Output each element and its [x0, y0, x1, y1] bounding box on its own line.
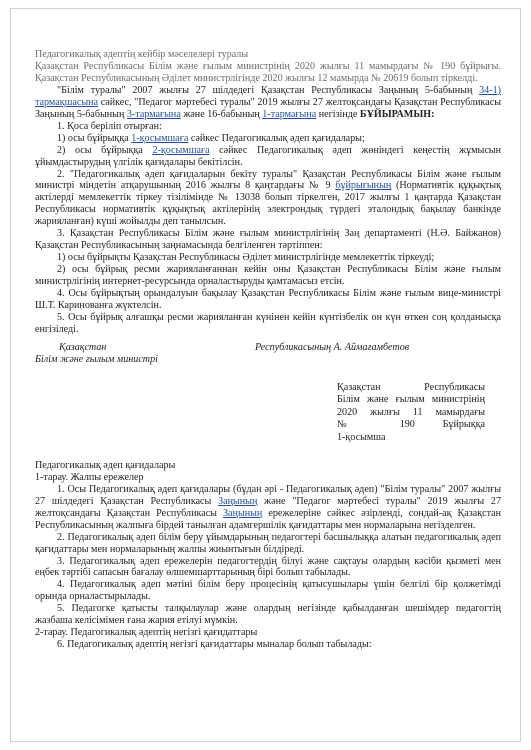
rule-2: 2. Педагогикалық әдеп білім беру ұйымдарының педагогтері басшылыққа алатын педагогикалық әдеп қағидаттары мен нормаларының жалпы жиынтығын білдіреді. [35, 531, 501, 555]
rule-5: 5. Педагогке қатысты талқылаулар және олардың негізінде қабылданған шешімдер педагогтің жазбаша келісімімен ғана жария етілуі мүмкін. [35, 603, 501, 627]
item-1-1 [35, 133, 501, 145]
item-2-tail: (Нормативтік құқықтық актілерді мемлекеттік тіркеу тізілімінде № 13038 болып тіркелген, 2017 жылғы 1 қаңтарда Қазақстан Республикасы нормативтік құқықтық актілерінің электрондық түрдегі эталондық бақылау банкінде жарияланған) күші жойылды деп танылсын. [35, 180, 501, 228]
document-page [10, 8, 521, 742]
rule-3: 3. Педагогикалық әдеп ережелерін педагогтердің білуі және сақтауы олардың кәсіби қызметі мен еңбек тәртібі сапасын бағалау өлшемшарттарының бірі болып табылады. [35, 555, 501, 579]
registration-note: Қазақстан Республикасы Білім және ғылым министрінің 2020 жылғы 11 мамырдағы № 190 бұйрығы. Қазақстан Республикасының Әділет министрлігінде 2020 жылғы 12 мамырда № 20619 болып тіркелді. [35, 60, 501, 84]
appendix-line-1: Қазақстан Республикасы [337, 381, 485, 393]
rule-1 [35, 484, 501, 532]
preamble-text-1: "Білім туралы" 2007 жылғы 27 шілдедегі Қазақстан Республикасы Заңының 5-бабының [57, 84, 480, 96]
chapter-1-heading: 1-тарау. Жалпы ережелер [35, 471, 144, 483]
law-link[interactable]: Заңының [218, 495, 258, 507]
item-1-2 [35, 145, 501, 169]
item-2-text: 2. "Педагогикалық әдеп қағидаларын бекіту туралы" Қазақстан Республикасы Білім және ғылым министрі міндетін атқарушының 2016 жылғы 8 қаңтардағы № 9 [35, 168, 501, 192]
item-2 [35, 169, 501, 229]
chapter-2-heading: 2-тарау. Педагогикалық әдептің негізгі қағидаттары [35, 627, 258, 639]
item-1-1-text: 1) осы бұйрыққа [57, 132, 132, 144]
item-1-2-tail: сәйкес Педагогикалық әдеп жөніндегі кеңестің жұмысын ұйымдастырудың үлгілік қағидалары бекітілсін. [35, 144, 501, 168]
rules-title: Педагогикалық әдеп қағидалары [35, 459, 176, 471]
item-1-2-text: 2) осы бұйрыққа [57, 144, 153, 156]
law-clause-link[interactable]: 3-тармағына [126, 108, 181, 120]
rule-1-text-2: және "Педагог мәртебесі туралы" 2019 жылғы 27 желтоқсандағы Қазақстан Республикасы [35, 495, 501, 519]
appendix-line-3: 2020 жылғы 11 мамырдағы [337, 406, 485, 418]
law-link-2[interactable]: Заңының [223, 507, 263, 519]
item-3-2: 2) осы бұйрық ресми жарияланғаннан кейін оны Қазақстан Республикасы Білім және ғылым министрлігінің интернет-ресурсында орналастыруды қамтамасыз етсін. [35, 264, 501, 288]
signature-name: Республикасының А. Аймағамбетов [255, 341, 410, 353]
signature-block [35, 342, 501, 366]
rule-4: 4. Педагогикалық әдеп мәтіні білім беру процесінің қатысушылары үшін белгілі бір қолжетімді орында орналастырылады. [35, 579, 501, 603]
law-clause-link-2[interactable]: 1-тармағына [262, 108, 317, 120]
item-3-1: 1) осы бұйрықты Қазақстан Республикасы Әділет министрлігінде мемлекеттік тіркеуді; [57, 252, 435, 264]
rule-1-tail: ережелеріне сәйкес әзірленді, сондай-ақ Қазақстан Республикасының жалпыға бірдей танылған адамгершілік қағидаттары мен нормаларына негізделген. [35, 507, 501, 531]
preamble-paragraph [35, 85, 501, 121]
signature-position: Білім және ғылым министрі [35, 353, 158, 365]
rule-1-text: 1. Осы Педагогикалық әдеп қағидалары (бұдан әрі - Педагогикалық әдеп) "Білім туралы" 2007 жылғы 27 шілдедегі Қазақстан Республикасы [35, 483, 501, 507]
rule-6: 6. Педагогикалық әдептің негізгі қағидаттары мыналар болып табылады: [57, 639, 372, 651]
item-1-1-tail: сәйкес Педагогикалық әдеп қағидалары; [188, 132, 365, 144]
item-5: 5. Осы бұйрық алғашқы ресми жарияланған күнінен кейін күнтізбелік он күн өткен соң қолданысқа енгізіледі. [35, 311, 501, 335]
appendix-caption [337, 382, 485, 444]
appendix-line-4: № 190 Бұйрыққа [337, 419, 485, 431]
document-body [35, 49, 501, 651]
order-link[interactable]: бұйрығының [335, 180, 392, 192]
preamble-text-3: және 16-бабының [180, 108, 263, 120]
appendix-1-link[interactable]: 1-қосымшаға [131, 132, 189, 144]
appendix-line-2: Білім және ғылым министрінің [337, 394, 485, 406]
item-3: 3. Қазақстан Республикасы Білім және ғылым министрлігінің Заң департаменті (Н.Ә. Байжанов) Қазақстан Республикасының заңнамасында белгіленген тәртіппен: [35, 228, 501, 252]
preamble-text-2: сәйкес, "Педагог мәртебесі туралы" 2019 жылғы 27 желтоқсандағы Қазақстан Республикасы Заңының 5-бабының [35, 96, 501, 120]
item-1: 1. Қоса беріліп отырған: [57, 120, 162, 132]
document-title: Педагогикалық әдептің кейбір мәселелері туралы [35, 49, 249, 60]
appendix-line-5: 1-қосымша [337, 431, 386, 443]
order-keyword: БҰЙЫРАМЫН: [359, 108, 435, 120]
law-article-link[interactable]: 34-1) тармақшасына [35, 84, 501, 108]
signature-country: Қазақстан [59, 341, 107, 353]
appendix-2-link[interactable]: 2-қосымшаға [152, 144, 210, 156]
preamble-text-4: негізінде [316, 108, 360, 120]
item-4: 4. Осы бұйрықтың орындалуын бақылау Қазақстан Республикасы Білім және ғылым вице-министрі Ш.Т. Каринованға жүктелсін. [35, 288, 501, 312]
